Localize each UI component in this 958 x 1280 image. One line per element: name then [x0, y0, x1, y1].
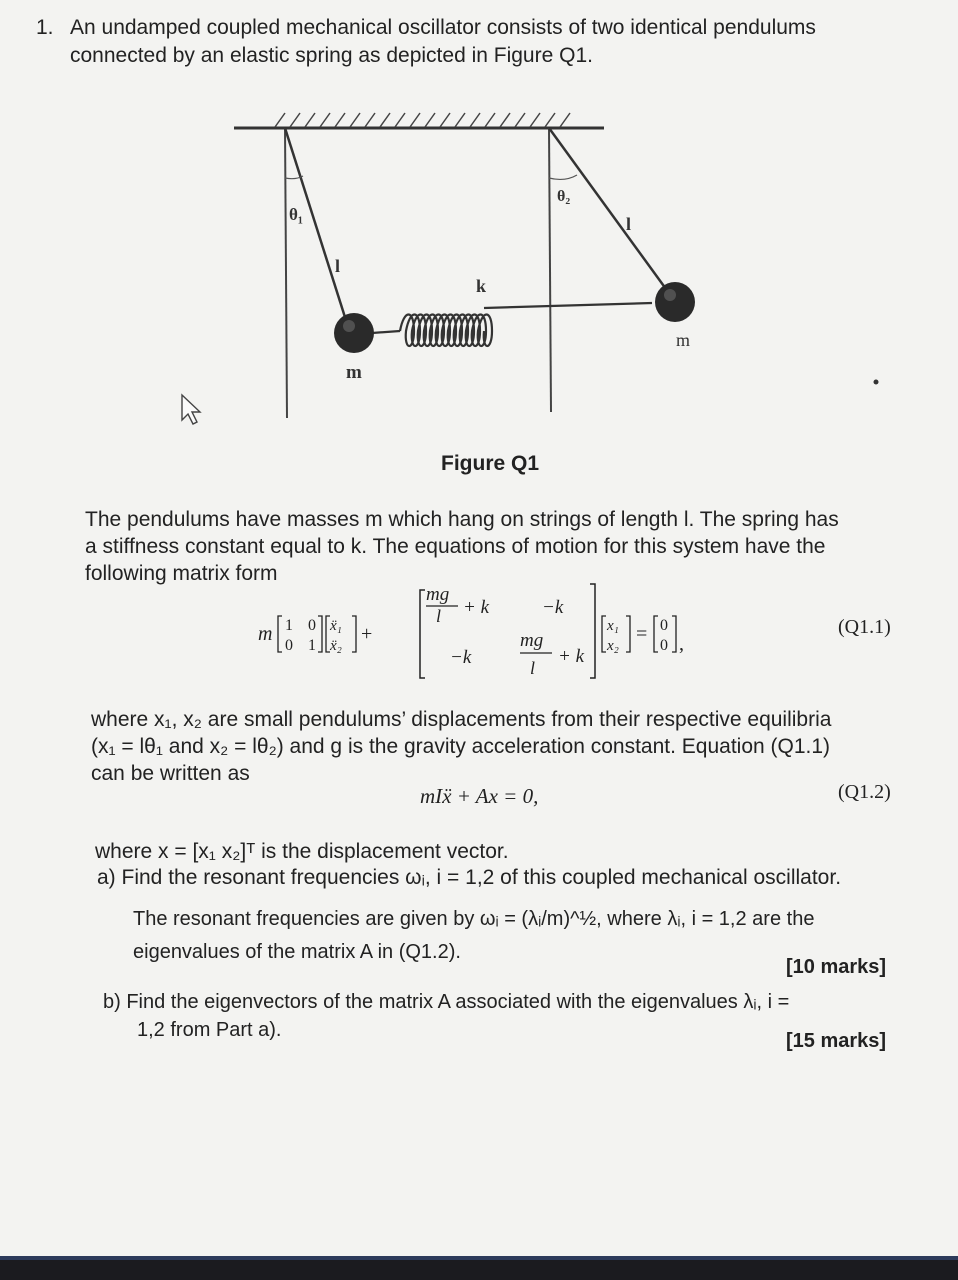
- eq1-mg-top: mg: [426, 584, 450, 605]
- eq1-x2dd: ẍ₂: [330, 638, 342, 654]
- eq1-comma: ,: [679, 633, 684, 655]
- eq1-z1: 0: [660, 617, 668, 634]
- equation-q1-1: [230, 578, 730, 688]
- ceiling-hatch: [275, 113, 570, 127]
- eq1-i12: 0: [308, 617, 316, 634]
- theta2-label: θ₂: [557, 188, 571, 205]
- where-line2: (x₁ = lθ₁ and x₂ = lθ₂) and g is the gravity acceleration constant. Equation (Q1.1): [91, 735, 831, 758]
- right-string: [549, 128, 674, 300]
- eq2-label: (Q1.2): [838, 781, 891, 803]
- eq1-i22: 1: [308, 637, 316, 654]
- right-length-label: l: [626, 214, 632, 234]
- figure-caption: Figure Q1: [441, 452, 540, 475]
- question-number: 1.: [36, 16, 54, 39]
- eq1-a22-plus-k: + k: [558, 646, 585, 667]
- part-b-line1: b) Find the eigenvectors of the matrix A associated with the eigenvalues λᵢ, i =: [103, 991, 790, 1013]
- eq1-x1: x₁: [607, 618, 619, 634]
- left-string: [285, 128, 350, 333]
- left-vertical-line: [285, 128, 287, 418]
- eq1-l-top: l: [436, 606, 442, 626]
- right-mass: [655, 282, 695, 322]
- eq1-mass: m: [258, 623, 273, 645]
- displacement-line: where x = [x₁ x₂]ᵀ is the displacement vector.: [95, 840, 509, 863]
- left-length-label: l: [335, 256, 341, 276]
- eq1-l-bottom: l: [530, 658, 536, 678]
- eq1-z2: 0: [660, 637, 668, 654]
- pendulum-figure: [0, 0, 958, 460]
- paragraph-line1: The pendulums have masses m which hang on strings of length l. The spring has: [85, 508, 839, 531]
- screen-bottom-edge: [0, 1256, 958, 1280]
- eq1-x1dd: ẍ₁: [330, 618, 342, 634]
- question-intro-line1: An undamped coupled mechanical oscillator consists of two identical pendulums: [70, 16, 816, 39]
- eq1-mg-bottom: mg: [520, 630, 544, 651]
- left-mass: [334, 313, 374, 353]
- eq1-a11-plus-k: + k: [463, 597, 490, 618]
- eq1-equals: =: [636, 623, 648, 645]
- question-intro-line2: connected by an elastic spring as depicted in Figure Q1.: [70, 44, 593, 67]
- part-a-marks: [10 marks]: [786, 956, 887, 978]
- part-a-line2: The resonant frequencies are given by ωᵢ = (λᵢ/m)^½, where λᵢ, i = 1,2 are the: [133, 908, 815, 930]
- right-vertical-line: [549, 128, 551, 412]
- where-line1: where x₁, x₂ are small pendulums’ displacements from their respective equilibria: [91, 708, 832, 731]
- theta1-label: θ₁: [289, 205, 303, 224]
- part-b-marks: [15 marks]: [786, 1030, 887, 1052]
- right-m-label: m: [676, 330, 691, 350]
- paragraph-line3: following matrix form: [85, 562, 278, 585]
- spring: [372, 303, 652, 346]
- eq1-a21: −k: [450, 647, 472, 668]
- part-a-line1: a) Find the resonant frequencies ωᵢ, i = 1,2 of this coupled mechanical oscillator.: [97, 866, 842, 889]
- eq1-i21: 0: [285, 637, 293, 654]
- eq1-label: (Q1.1): [838, 616, 891, 638]
- left-m-label: m: [346, 362, 362, 383]
- eq1-a12: −k: [542, 597, 564, 618]
- where-line3: can be written as: [91, 762, 250, 785]
- mouse-cursor-icon: [182, 395, 200, 424]
- part-a-line3: eigenvalues of the matrix A in (Q1.2).: [133, 941, 461, 963]
- spring-k-label: k: [476, 276, 487, 296]
- eq1-i11: 1: [285, 617, 293, 634]
- eq1-x2: x₂: [607, 638, 619, 654]
- paragraph-line2: a stiffness constant equal to k. The equations of motion for this system have the: [85, 535, 826, 558]
- eq1-plus: +: [361, 623, 373, 645]
- equation-q1-2: mIẍ + Ax = 0,: [420, 784, 539, 808]
- part-b-line2: 1,2 from Part a).: [137, 1019, 282, 1041]
